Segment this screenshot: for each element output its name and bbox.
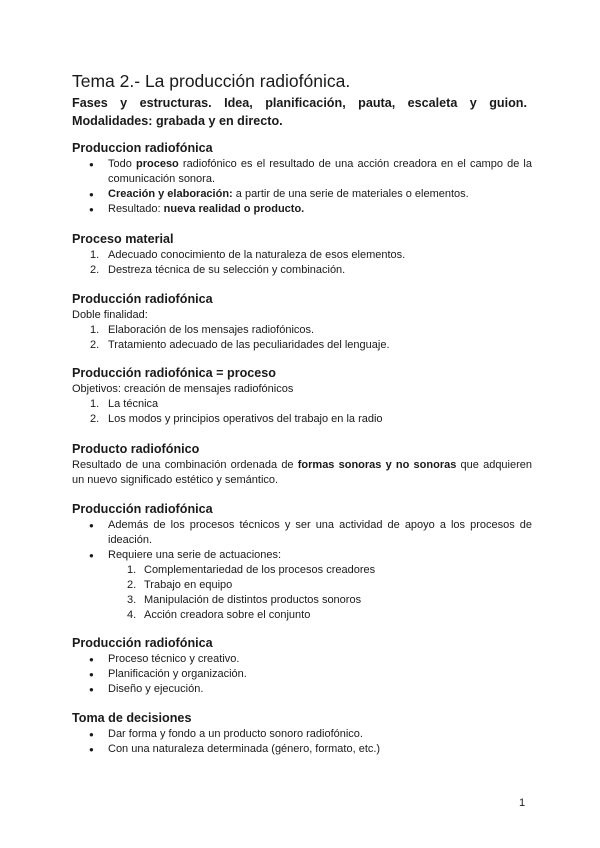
section-heading: Producción radiofónica [72,502,213,516]
page-number: 1 [519,797,526,809]
list-item: ● Proceso técnico y creativo. [72,652,532,667]
nested-numbered-list [72,563,532,623]
list-item: 2. Los modos y principios operativos del trabajo en la radio [90,413,383,425]
list-item: 3. Manipulación de distintos productos sonoros [127,594,362,606]
section-proceso-material [72,231,532,278]
list-item: 1. Elaboración de los mensajes radiofónicos. [90,324,315,336]
numbered-list [72,323,532,353]
numbered-list [72,248,532,278]
section-heading: Producción radiofónica [72,292,213,306]
section-heading: Producción radiofónica = proceso [72,366,276,380]
list-item: 1. Adecuado conocimiento de la naturaleza de esos elementos. [90,249,406,261]
list-item: ● Planificación y organización. [72,667,532,682]
list-item: ● Además de los procesos técnicos y ser una actividad de apoyo a los procesos de ideación. [72,518,532,548]
page-title: Tema 2.- La producción radiofónica. [72,71,351,91]
list-item: ● Con una naturaleza determinada (género, formato, etc.) [72,742,532,757]
bullet-list [72,518,532,563]
list-item: ● Dar forma y fondo a un producto sonoro radiofónico. [72,727,532,742]
list-item: ● Diseño y ejecución. [72,682,532,697]
section-producto-radiofonico [72,441,532,488]
section-produccion-radiofonica-1 [72,140,532,217]
list-item: 2. Trabajo en equipo [127,579,233,591]
section-produccion-radiofonica-3 [72,501,532,623]
list-item: 2. Destreza técnica de su selección y combinación. [90,264,346,276]
section-produccion-radiofonica-2 [72,291,532,353]
bullet-list [72,652,532,697]
section-produccion-proceso [72,365,532,427]
subtitle-line-2: Modalidades: grabada y en directo. [72,114,283,128]
list-item: 4. Acción creadora sobre el conjunto [127,609,311,621]
bullet-list [72,727,532,757]
bullet-list [72,157,532,217]
list-item: ● Resultado: nueva realidad o producto. [72,202,532,217]
section-heading: Proceso material [72,232,174,246]
section-paragraph: Resultado de una combinación ordenada de formas sonoras y no sonoras que adquieren un nuevo significado estético y semántico. [72,459,533,486]
section-intro: Objetivos: creación de mensajes radiofónicos [72,383,294,395]
numbered-list [72,397,532,427]
subtitle-line-1: Fases y estructuras. Idea, planificación, pauta, escaleta y guion. [72,96,527,110]
list-item: ● Requiere una serie de actuaciones: [72,548,532,563]
list-item: 1. Complementariedad de los procesos creadores [127,564,376,576]
list-item: ● Todo proceso radiofónico es el resultado de una acción creadora en el campo de la comunicación sonora. [72,157,532,187]
list-item: 1. La técnica [90,398,159,410]
section-heading: Produccion radiofónica [72,141,213,155]
list-item: ● Creación y elaboración: a partir de una serie de materiales o elementos. [72,187,532,202]
list-item: 2. Tratamiento adecuado de las peculiaridades del lenguaje. [90,339,390,351]
section-heading: Toma de decisiones [72,711,192,725]
section-toma-de-decisiones [72,710,532,757]
section-heading: Producto radiofónico [72,442,200,456]
section-intro: Doble finalidad: [72,309,148,321]
section-produccion-radiofonica-4 [72,635,532,697]
section-heading: Producción radiofónica [72,636,213,650]
